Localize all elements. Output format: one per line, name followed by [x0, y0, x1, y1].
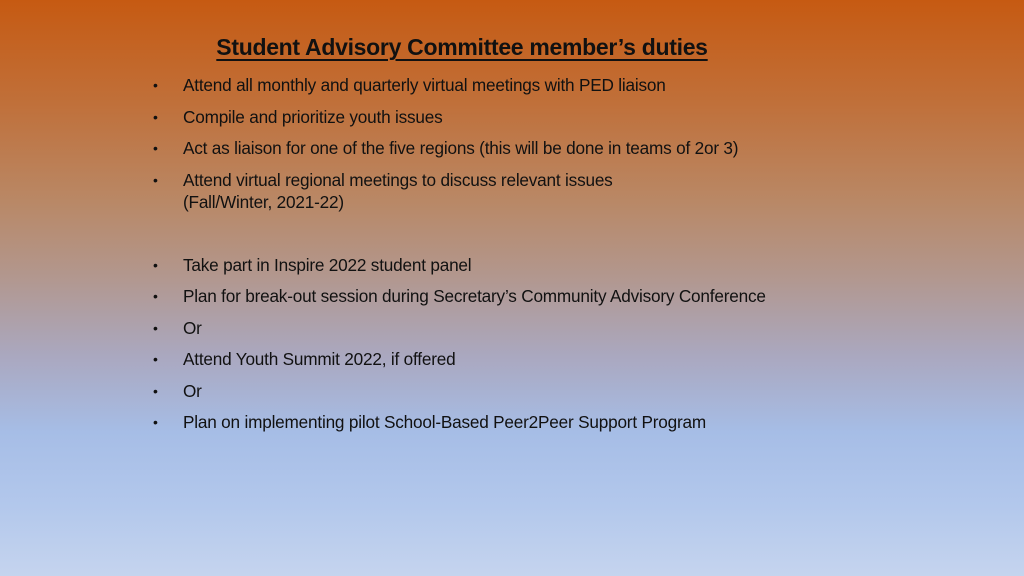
list-item	[153, 106, 783, 129]
list-item-text: Attend all monthly and quarterly virtual meetings with PED liaison	[183, 75, 666, 95]
list-item-text: Or	[183, 317, 202, 338]
list-item-text: Take part in Inspire 2022 student panel	[183, 254, 472, 275]
list-item	[153, 348, 783, 371]
list-item-text: Or	[183, 380, 202, 401]
bullet-icon: •	[153, 414, 158, 430]
list-item	[153, 254, 783, 277]
list-item-text: Attend virtual regional meetings to discuss relevant issues (Fall/Winter, 2021-22)	[183, 169, 613, 212]
bullet-icon: •	[153, 351, 158, 367]
list-item	[153, 74, 783, 97]
bullet-icon: •	[153, 288, 158, 304]
bullet-icon: •	[153, 382, 158, 399]
list-item	[153, 169, 683, 214]
duties-list	[153, 74, 783, 443]
bullet-icon: •	[153, 319, 158, 336]
list-item	[153, 411, 783, 434]
list-item-text: Act as liaison for one of the five regions (this will be done in teams of 2or 3)	[183, 138, 739, 158]
bullet-icon: •	[153, 108, 158, 125]
bullet-icon: •	[153, 171, 158, 188]
bullet-icon: •	[153, 77, 158, 93]
list-item	[153, 137, 783, 160]
list-item	[153, 317, 783, 340]
list-item-text: Compile and prioritize youth issues	[183, 106, 443, 127]
bullet-icon: •	[153, 140, 158, 156]
list-item-text: Plan for break-out session during Secretary’s Community Advisory Conference	[183, 286, 766, 306]
bullet-icon: •	[153, 256, 158, 273]
list-item-text: Attend Youth Summit 2022, if offered	[183, 349, 456, 369]
list-item	[153, 285, 783, 308]
list-item-text: Plan on implementing pilot School-Based Peer2Peer Support Program	[183, 412, 706, 432]
slide-title: Student Advisory Committee member’s duties	[216, 34, 708, 60]
list-item	[153, 380, 783, 403]
